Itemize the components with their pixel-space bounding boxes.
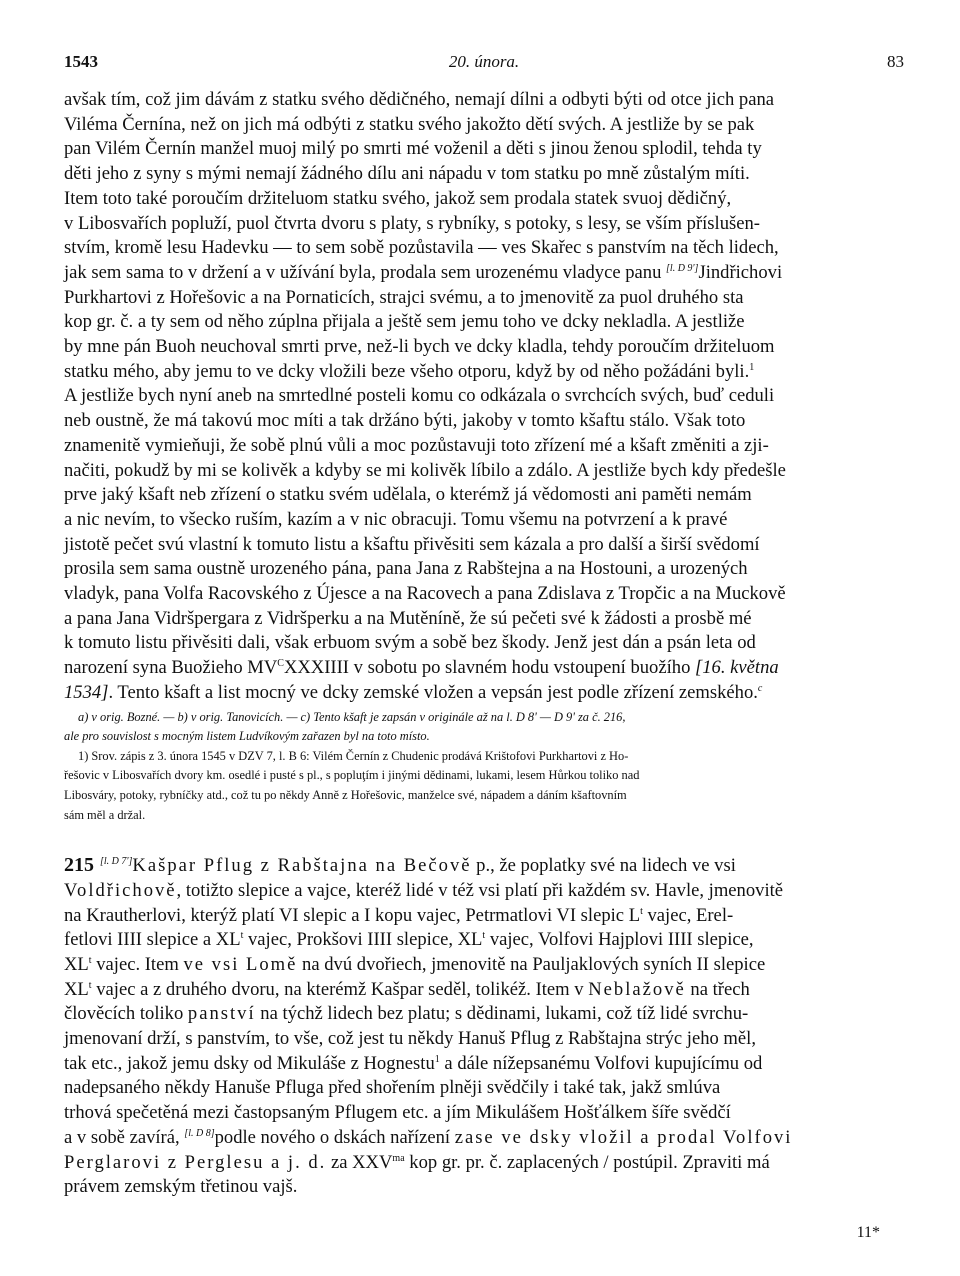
text-line: a pana Jana Vidršpergara z Vidršperku a na Mutěníně, že sú pečeti své k žádosti a prosbě mé [64, 607, 752, 629]
folio-marker: [l. D 8] [184, 1127, 215, 1139]
superscript: t [88, 954, 92, 966]
text-line: děti jeho z syny s mými nemají žádného dílu ani nápadu v tom statku po mně zůstalým míti. [64, 163, 750, 185]
footnote-line: Libosváry, potoky, rybníčky atd., což tu po někdy Anně z Hořešovic, manželce své, nápadem a dáním kšaftovním [64, 787, 627, 802]
editorial-date: 1534] [64, 681, 109, 703]
text-run: XL [64, 978, 89, 1000]
place-name: ve vsi Lomě [183, 953, 298, 975]
text-run: Kašpar Pflug z Rabštajna na Bečově [132, 855, 472, 877]
text-line: nadepsaného někdy Hanuše Pfluga před shořením plněji svědčily i také tak, jakž smlúva [64, 1077, 721, 1099]
text-line: Purkhartovi z Hořešovic a na Pornaticích, strajci svému, a to jmenovitě za puol druhého sta [64, 286, 744, 308]
text-run: vajec. Item [91, 953, 184, 975]
place-name: Voldřichově [64, 879, 177, 901]
text-run: XL [64, 953, 89, 975]
editorial-date: [16. května [695, 657, 779, 679]
text-line [64, 1126, 904, 1151]
text-run: p., že poplatky své na lidech ve vsi [471, 855, 736, 877]
text-line: Viléma Černína, než on jich má odbýti z statku svého jakožto dětí svých. A jestliže by se pak [64, 113, 755, 135]
page-number: 83 [887, 52, 904, 71]
superscript: t [482, 930, 486, 942]
text-line: by mne pán Buoh neuchoval smrti prve, než-li bych ve dcky kladla, tehdy poroučím držiteluom [64, 336, 775, 358]
folio-marker: [l. D 7'] [100, 855, 133, 867]
document-page [64, 52, 904, 1200]
footnote-ref: c [757, 682, 763, 694]
text-line: jistotě pečet svú vlastní k tomuto listu a kšaftu přivěsiti sem kázala a pro další a širší svědomí [64, 533, 760, 555]
header-year: 1543 [64, 52, 98, 71]
superscript: t [640, 905, 643, 917]
signature-mark: 11* [856, 1224, 880, 1241]
text-run: tak etc., jakož jemu dsky od Mikuláše z Hognestu [64, 1052, 435, 1074]
text-line [64, 978, 904, 1003]
footnote-line: ale pro souvislost s mocným listem Ludvíkovým zařazen byl na toto místo. [64, 729, 430, 744]
text-line [64, 1002, 904, 1027]
superscript: t [88, 979, 92, 991]
superscript: C [277, 657, 284, 669]
text-run: , totižto slepice a vajce, kteréž lidé v též vsi platí při každém sv. Havle, jmenovitě [176, 879, 784, 901]
text-run: na Krautherlovi, kterýž platí VI slepic a I kopu vajec, Petrmatlovi VI slepic L [64, 904, 641, 926]
text-run: na týchž lidech bez platu; s dědinami, lukami, což tíž lidé svrchu- [255, 1003, 749, 1025]
text-line: kop gr. č. a ty sem od něho zúplna přijala a ještě sem jemu toho ve dcky nekladla. A jestliže [64, 311, 745, 333]
text-run: XXXIIII v sobotu po slavném hodu vstoupení buožího [283, 657, 696, 679]
text-line [64, 261, 904, 286]
text-line [64, 1151, 904, 1176]
text-run: vajec, Volfovi Hajplovi IIII slepice, [485, 929, 754, 951]
footnote-line: 1) Srov. zápis z 3. února 1545 v DZV 7, l. B 6: Vilém Černín z Chudenic prodává Krištofovi Purkhartovi z Ho- [78, 748, 629, 763]
text-run: a v sobě zavírá, [64, 1126, 185, 1148]
text-line: A jestliže bych nyní aneb na smrtedlné posteli komu co odkázala o svrchcích svých, buď ceduli [64, 385, 775, 407]
text-line: a nic nevím, to všecko ruším, kazím a v nic obracuji. Tomu všemu na potvrzení a k pravé [64, 508, 728, 530]
text-run: kop gr. pr. č. zaplacených / postúpil. Zpraviti má [404, 1151, 770, 1173]
text-line: v Libosvařích popluží, puol čtvrta dvoru s platy, s rybníky, s potoky, s lesy, se vším příslušen- [64, 212, 760, 234]
text-run: za XXV [326, 1151, 393, 1173]
text-run: člověcích toliko [64, 1003, 188, 1025]
text-run: na dvú dvořiech, jmenovitě na Pauljaklových syních II slepice [297, 953, 766, 975]
header-date: 20. února. [448, 52, 520, 71]
text-line: pan Vilém Černín manžel muoj milý po smrti mé voženil a děti s jinou ženou splodil, tehda ty [64, 138, 762, 160]
text-run: . Tento kšaft a list mocný ve dcky zemské vložen a vepsán jest podle zřízení zemského. [108, 681, 758, 703]
text-line: jmenovaní drží, s panstvím, to vše, což jest tu někdy Hanuš Pflug z Rabštajna strýc jeho měl, [64, 1028, 756, 1050]
text-run: vajec, Prokšovi IIII slepice, XL [243, 929, 483, 951]
text-line: vladyk, pana Volfa Racovského z Újesce a na Racovech a pana Zdislava z Tropčic a na Muckově [64, 583, 786, 605]
text-line [64, 904, 904, 929]
text-run: zase ve dsky vložil a prodal Volfovi [454, 1126, 793, 1148]
text-line: stvím, kromě lesu Hadevku — to sem sobě pozůstavila — ves Skařec s panstvím na těch lidech, [64, 237, 779, 259]
superscript: t [240, 930, 244, 942]
text-line [64, 360, 904, 385]
text-run: fetlovi IIII slepice a XL [64, 929, 241, 951]
text-line [64, 853, 904, 879]
text-line [64, 1052, 904, 1077]
footnote-ref: 1 [434, 1053, 440, 1065]
text-run: a dále nížepsanému Volfovi kupujícímu od [439, 1052, 763, 1074]
text-line [64, 953, 904, 978]
place-name: Neblažově [588, 978, 686, 1000]
text-run: vajec a z druhého dvoru, na kterémž Kašpar seděl, tolikéž. Item v [91, 978, 589, 1000]
text-line: načiti, pokudž by mi se kolivěk a kdyby se mi kolivěk líbilo a zdálo. A jestliže bych kdy předešle [64, 459, 786, 481]
text-line [64, 879, 904, 904]
text-line: prosila sem sama oustně urozeného pána, pana Jana z Rabštejna a na Hostouni, a urozených [64, 558, 748, 580]
text-run: jak sem sama to v držení a v užívání byla, prodala sem urozenému vladyce panu [64, 261, 667, 283]
superscript: ma [392, 1152, 405, 1164]
main-text [64, 88, 904, 706]
footnote-ref: 1 [749, 361, 755, 373]
footnote-line: a) v orig. Bozné. — b) v orig. Tanovicích. — c) Tento kšaft je zapsán v originále až na l. D 8' — D 9' za č. 216, [78, 709, 626, 724]
text-line [64, 928, 904, 953]
text-run: Perglarovi z Perglesu a j. d. [64, 1151, 327, 1173]
text-line: znamenitě vymieňuji, že sobě plnú vůli a moc pozůstavuji toto zřízení mé a kšaft změniti a zji- [64, 434, 769, 456]
text-run: vajec, Erel- [642, 904, 734, 926]
text-line: k tomuto listu přivěsiti dali, však erbuom svým a sobě bez škody. Jenž jest dán a psán leta od [64, 632, 756, 654]
text-line [64, 681, 904, 706]
entry-215 [64, 853, 904, 1200]
text-line: právem zemským třetinou vajš. [64, 1176, 298, 1198]
text-run: na třech [685, 978, 750, 1000]
text-run: podle nového o dskách nařízení [214, 1126, 455, 1148]
entry-number: 215 [64, 854, 94, 877]
footnotes [64, 708, 904, 826]
text-run: statku mého, aby jemu to ve dcky vložili beze všeho otporu, když by od něho požádáni byli. [64, 360, 750, 382]
text-line: avšak tím, což jim dávám z statku svého dědičného, nemají dílni a odbyti býti od otce jich pana [64, 89, 774, 110]
text-run: narození syna Buožieho MV [64, 657, 278, 679]
text-line: Item toto také poroučím držiteluom statku svého, jakož sem prodala statek svuoj dědičný, [64, 187, 732, 209]
running-header [64, 52, 904, 82]
footnote-line: sám měl a držal. [64, 807, 146, 822]
text-line: trhová spečetěná mezi častopsaným Pflugem etc. a jím Mikulášem Hošťálkem šíře svědčí [64, 1102, 731, 1124]
text-line: neb oustně, že má takovú moc míti a tak držáno býti, jakoby v tomto kšaftu stálo. Však toto [64, 410, 746, 432]
text-run: panství [187, 1003, 256, 1025]
text-run: Jindřichovi [698, 261, 783, 283]
text-line: prve jaký kšaft neb zřízení o statku svém udělala, o kterémž já vědomosti ani paměti nemám [64, 484, 752, 506]
folio-marker: [l. D 9'] [666, 262, 699, 274]
text-line [64, 656, 904, 681]
footnote-line: řešovic v Libosvařích dvory km. osedlé i pusté s pl., s popluţím i jinými dědinami, lukami, lesem Hůrkou toliko nad [64, 768, 640, 783]
